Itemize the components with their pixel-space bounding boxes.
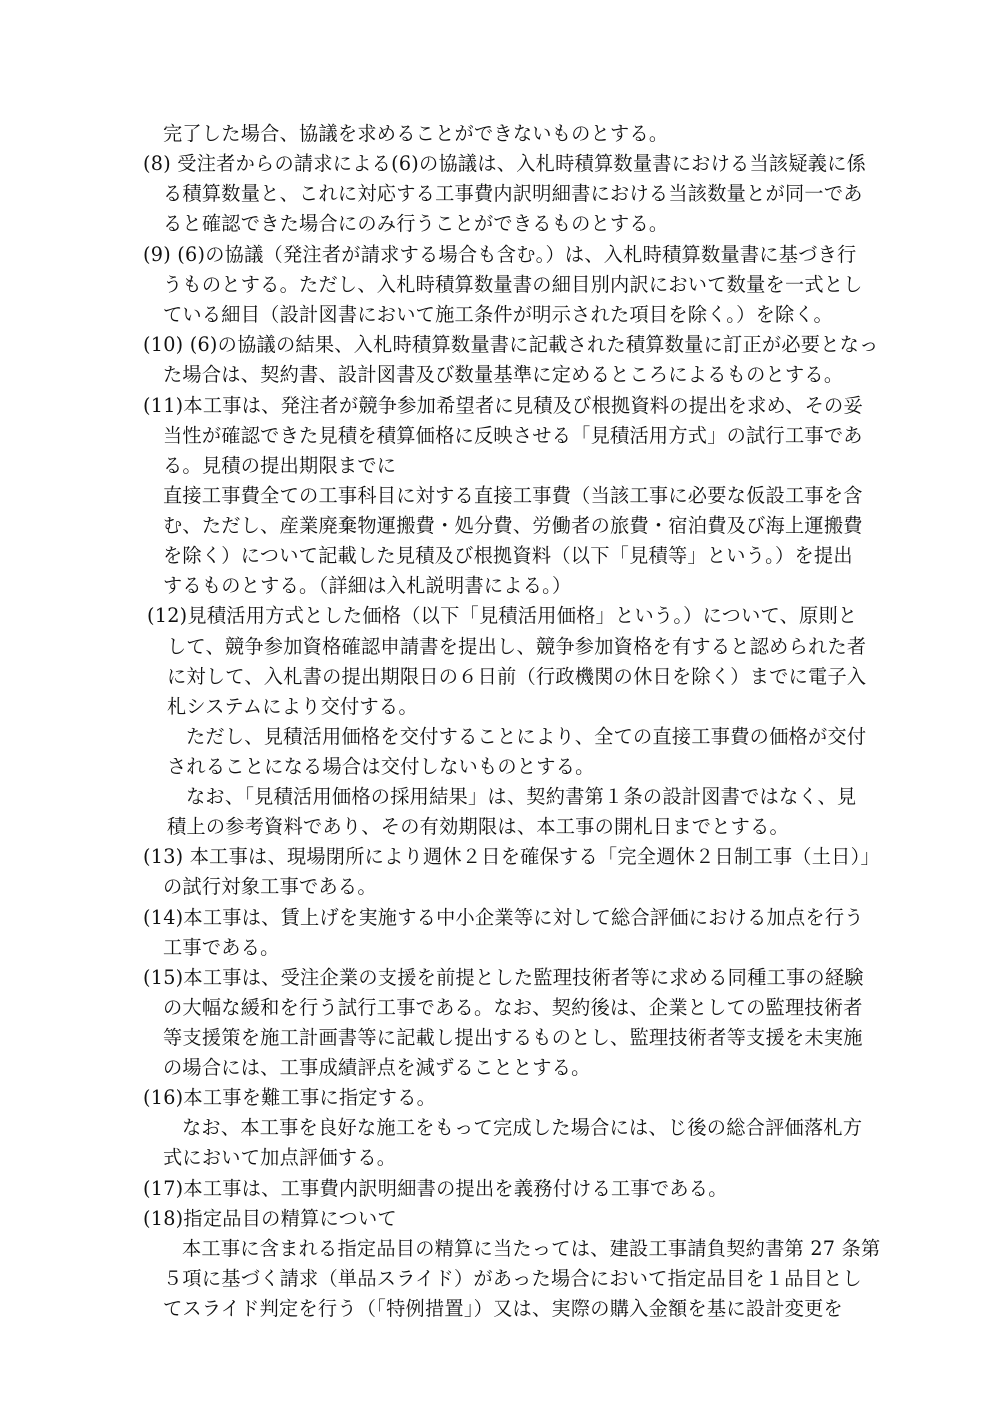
text-line: (15)本工事は、受注企業の支援を前提とした監理技術者等に求める同種工事の経験 [143,966,864,989]
text-line: (13) 本工事は、現場閉所により週休２日を確保する「完全週休２日制工事（土日）」 [143,845,880,868]
text-line: 等支援策を施工計画書等に記載し提出するものとし、監理技術者等支援を未実施 [163,1026,863,1049]
text-line: されることになる場合は交付しないものとする。 [167,755,595,778]
text-line: の大幅な緩和を行う試行工事である。なお、契約後は、企業としての監理技術者 [163,996,863,1019]
text-line: (8) 受注者からの請求による(6)の協議は、入札時積算数量書における当該疑義に係 [143,152,867,175]
text-line: (14)本工事は、賃上げを実施する中小企業等に対して総合評価における加点を行う [143,906,864,929]
text-line: 直接工事費全ての工事科目に対する直接工事費（当該工事に必要な仮設工事を含 [163,484,863,507]
text-line: る。見積の提出期限までに [163,454,397,477]
text-line: ただし、見積活用価格を交付することにより、全ての直接工事費の価格が交付 [186,725,867,748]
text-line: 工事である。 [163,936,280,959]
text-line: なお、「見積活用価格の採用結果」は、契約書第１条の設計図書ではなく、見 [186,785,857,808]
text-line: を除く）について記載した見積及び根拠資料（以下「見積等」という。）を提出 [163,544,853,567]
text-line: の試行対象工事である。 [163,875,377,898]
text-line: ている細目（設計図書において施工条件が明示された項目を除く。）を除く。 [163,303,833,326]
text-line: (18)指定品目の精算について [143,1207,397,1230]
text-line: (10) (6)の協議の結果、入札時積算数量書に記載された積算数量に訂正が必要となっ [143,333,879,356]
text-line: る積算数量と、これに対応する工事費内訳明細書における当該数量とが同一であ [163,182,863,205]
text-line: うものとする。ただし、入札時積算数量書の細目別内訳において数量を一式とし [163,273,863,296]
text-line: するものとする。（詳細は入札説明書による。） [163,574,572,597]
text-line: 当性が確認できた見積を積算価格に反映させる「見積活用方式」の試行工事であ [163,424,863,447]
text-line: なお、本工事を良好な施工をもって完成した場合には、じ後の総合評価落札方 [182,1116,863,1139]
text-line: して、競争参加資格確認申請書を提出し、競争参加資格を有すると認められた者 [167,635,867,658]
text-line: む、ただし、産業廃棄物運搬費・処分費、労働者の旅費・宿泊費及び海上運搬費 [163,514,863,537]
text-line: てスライド判定を行う（「特例措置」）又は、実際の購入金額を基に設計変更を [163,1297,843,1320]
text-line: の場合には、工事成績評点を減ずることとする。 [163,1056,591,1079]
text-line: (11)本工事は、発注者が競争参加希望者に見積及び根拠資料の提出を求め、その妥 [143,394,863,417]
text-line: た場合は、契約書、設計図書及び数量基準に定めるところによるものとする。 [163,363,844,386]
text-line: 式において加点評価する。 [163,1146,397,1169]
text-line: 完了した場合、協議を求めることができないものとする。 [163,122,669,145]
text-line: (12)見積活用方式とした価格（以下「見積活用価格」という。）について、原則と [147,604,858,627]
text-line: (17)本工事は、工事費内訳明細書の提出を義務付ける工事である。 [143,1177,728,1200]
text-line: ると確認できた場合にのみ行うことができるものとする。 [163,212,669,235]
text-line: ５項に基づく請求（単品スライド）があった場合において指定品目を１品目とし [163,1267,862,1290]
text-line: 本工事に含まれる指定品目の精算に当たっては、建設工事請負契約書第 27 条第 [182,1237,881,1260]
text-line: 札システムにより交付する。 [167,695,418,718]
text-line: (9) (6)の協議（発注者が請求する場合も含む。）は、入札時積算数量書に基づき行 [143,243,857,266]
text-line: 積上の参考資料であり、その有効期限は、本工事の開札日までとする。 [167,815,789,838]
text-line: に対して、入札書の提出期限日の６日前（行政機関の休日を除く）までに電子入 [167,665,867,688]
text-line: (16)本工事を難工事に指定する。 [143,1086,437,1109]
